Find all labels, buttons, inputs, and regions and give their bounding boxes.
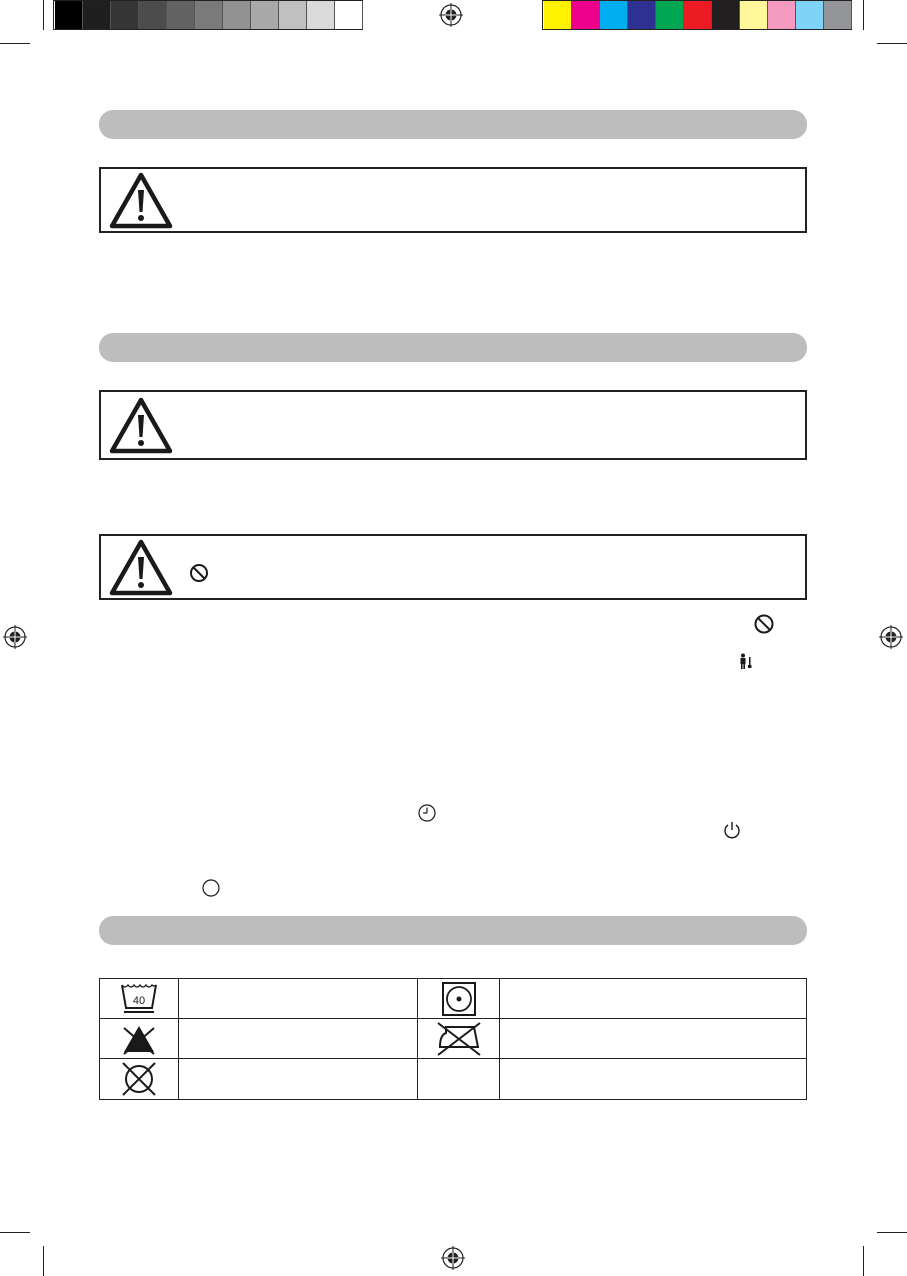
timer-icon	[417, 803, 437, 823]
warning-triangle-icon	[109, 172, 173, 229]
care-description-cell	[179, 1059, 418, 1099]
color-swatch	[712, 1, 740, 29]
care-icon-cell	[418, 979, 500, 1018]
prohibited-icon	[753, 613, 775, 635]
warning-box-3	[99, 534, 807, 600]
care-description-cell	[179, 1019, 418, 1058]
wash-temperature-label: 40	[132, 994, 146, 1007]
color-swatch	[55, 1, 83, 29]
color-swatch	[796, 1, 824, 29]
color-swatch	[279, 1, 307, 29]
care-icon-cell	[100, 1019, 179, 1058]
color-swatch	[139, 1, 167, 29]
registration-mark-bottom-icon	[441, 1246, 465, 1270]
warning-triangle-icon	[109, 539, 173, 596]
care-symbols-table	[99, 978, 807, 1100]
color-swatch	[167, 1, 195, 29]
section-header-bar-1	[99, 110, 807, 139]
color-swatch	[251, 1, 279, 29]
warning-box-2	[99, 390, 807, 460]
color-swatch	[83, 1, 111, 29]
circle-indicator-icon	[201, 878, 221, 898]
color-swatch	[740, 1, 768, 29]
care-icon-cell	[418, 1019, 500, 1058]
color-swatch	[544, 1, 572, 29]
section-header-bar-2	[99, 333, 807, 362]
care-description-cell	[500, 1019, 805, 1058]
color-swatch	[572, 1, 600, 29]
do-not-dryclean-icon	[120, 1060, 158, 1098]
color-swatch	[335, 1, 363, 29]
power-icon	[723, 820, 741, 840]
color-swatch	[111, 1, 139, 29]
color-swatch	[656, 1, 684, 29]
care-description-cell	[179, 979, 418, 1018]
prohibited-icon	[189, 563, 209, 583]
service-technician-icon	[738, 653, 754, 669]
color-swatch	[824, 1, 852, 29]
table-row	[100, 979, 806, 1019]
warning-triangle-icon	[109, 397, 173, 454]
care-icon-cell	[100, 1059, 179, 1099]
table-row	[100, 1059, 806, 1099]
color-swatch	[768, 1, 796, 29]
registration-mark-top-icon	[439, 3, 463, 27]
wash-40-icon	[119, 982, 159, 1016]
warning-box-1	[99, 167, 807, 233]
table-row	[100, 1019, 806, 1059]
care-description-cell	[500, 979, 805, 1018]
care-icon-cell	[100, 979, 179, 1018]
color-swatch	[600, 1, 628, 29]
color-swatch	[223, 1, 251, 29]
color-swatch	[307, 1, 335, 29]
registration-mark-left-icon	[3, 625, 27, 649]
color-swatch	[628, 1, 656, 29]
care-icon-cell	[418, 1059, 500, 1099]
care-description-cell	[500, 1059, 805, 1099]
registration-mark-right-icon	[879, 625, 903, 649]
no-bleach-icon	[120, 1022, 158, 1056]
color-swatch	[684, 1, 712, 29]
do-not-iron-icon	[434, 1021, 484, 1057]
section-header-bar-3	[99, 916, 807, 945]
color-swatch	[195, 1, 223, 29]
tumble-dry-icon	[441, 981, 477, 1017]
